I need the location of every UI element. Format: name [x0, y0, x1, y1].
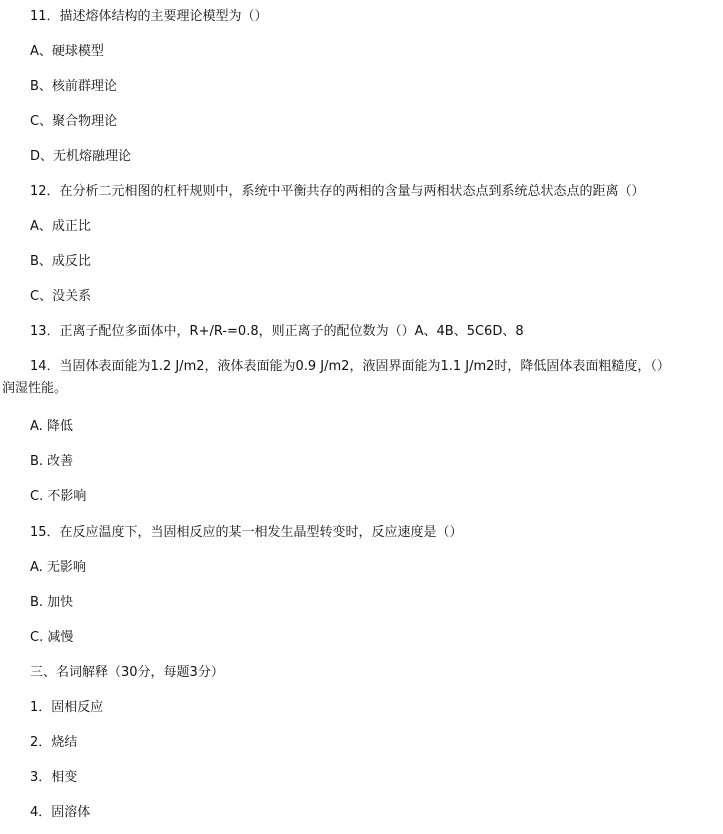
- question-11-option-c: C、聚合物理论: [30, 114, 118, 129]
- question-11-option-a: A、硬球模型: [30, 44, 104, 59]
- question-11-option-b: B、核前群理论: [30, 79, 117, 94]
- question-15-option-b: B. 加快: [30, 595, 74, 610]
- question-14-option-a: A. 降低: [30, 419, 73, 434]
- question-11: 11．描述熔体结构的主要理论模型为（）: [30, 9, 268, 24]
- question-12-option-a: A、成正比: [30, 219, 91, 234]
- question-12: 12．在分析二元相图的杠杆规则中，系统中平衡共存的两相的含量与两相状态点到系统总状态点的距离（）: [30, 184, 645, 199]
- term-2: 2．烧结: [30, 735, 78, 750]
- question-14-continuation: 润湿性能。: [2, 381, 68, 396]
- section-heading: 三、名词解释（30分，每题3分）: [30, 665, 224, 680]
- question-11-option-d: D、无机熔融理论: [30, 149, 132, 164]
- question-12-option-b: B、成反比: [30, 254, 91, 269]
- question-15-option-c: C. 减慢: [30, 630, 74, 645]
- term-4: 4．固溶体: [30, 805, 91, 820]
- term-1: 1．固相反应: [30, 700, 104, 715]
- question-14-option-b: B. 改善: [30, 454, 74, 469]
- question-15-option-a: A. 无影响: [30, 560, 86, 575]
- question-12-option-c: C、没关系: [30, 289, 92, 304]
- question-13: 13．正离子配位多面体中，R+/R-=0.8，则正离子的配位数为（）A、4B、5C6D、8: [30, 324, 524, 339]
- question-14: 14．当固体表面能为1.2 J/m2，液体表面能为0.9 J/m2，液固界面能为1.1 J/m2时，降低固体表面粗糙度，（）: [30, 359, 670, 374]
- question-14-option-c: C. 不影响: [30, 489, 87, 504]
- term-3: 3．相变: [30, 770, 78, 785]
- question-15: 15．在反应温度下，当固相反应的某一相发生晶型转变时，反应速度是（）: [30, 525, 463, 540]
